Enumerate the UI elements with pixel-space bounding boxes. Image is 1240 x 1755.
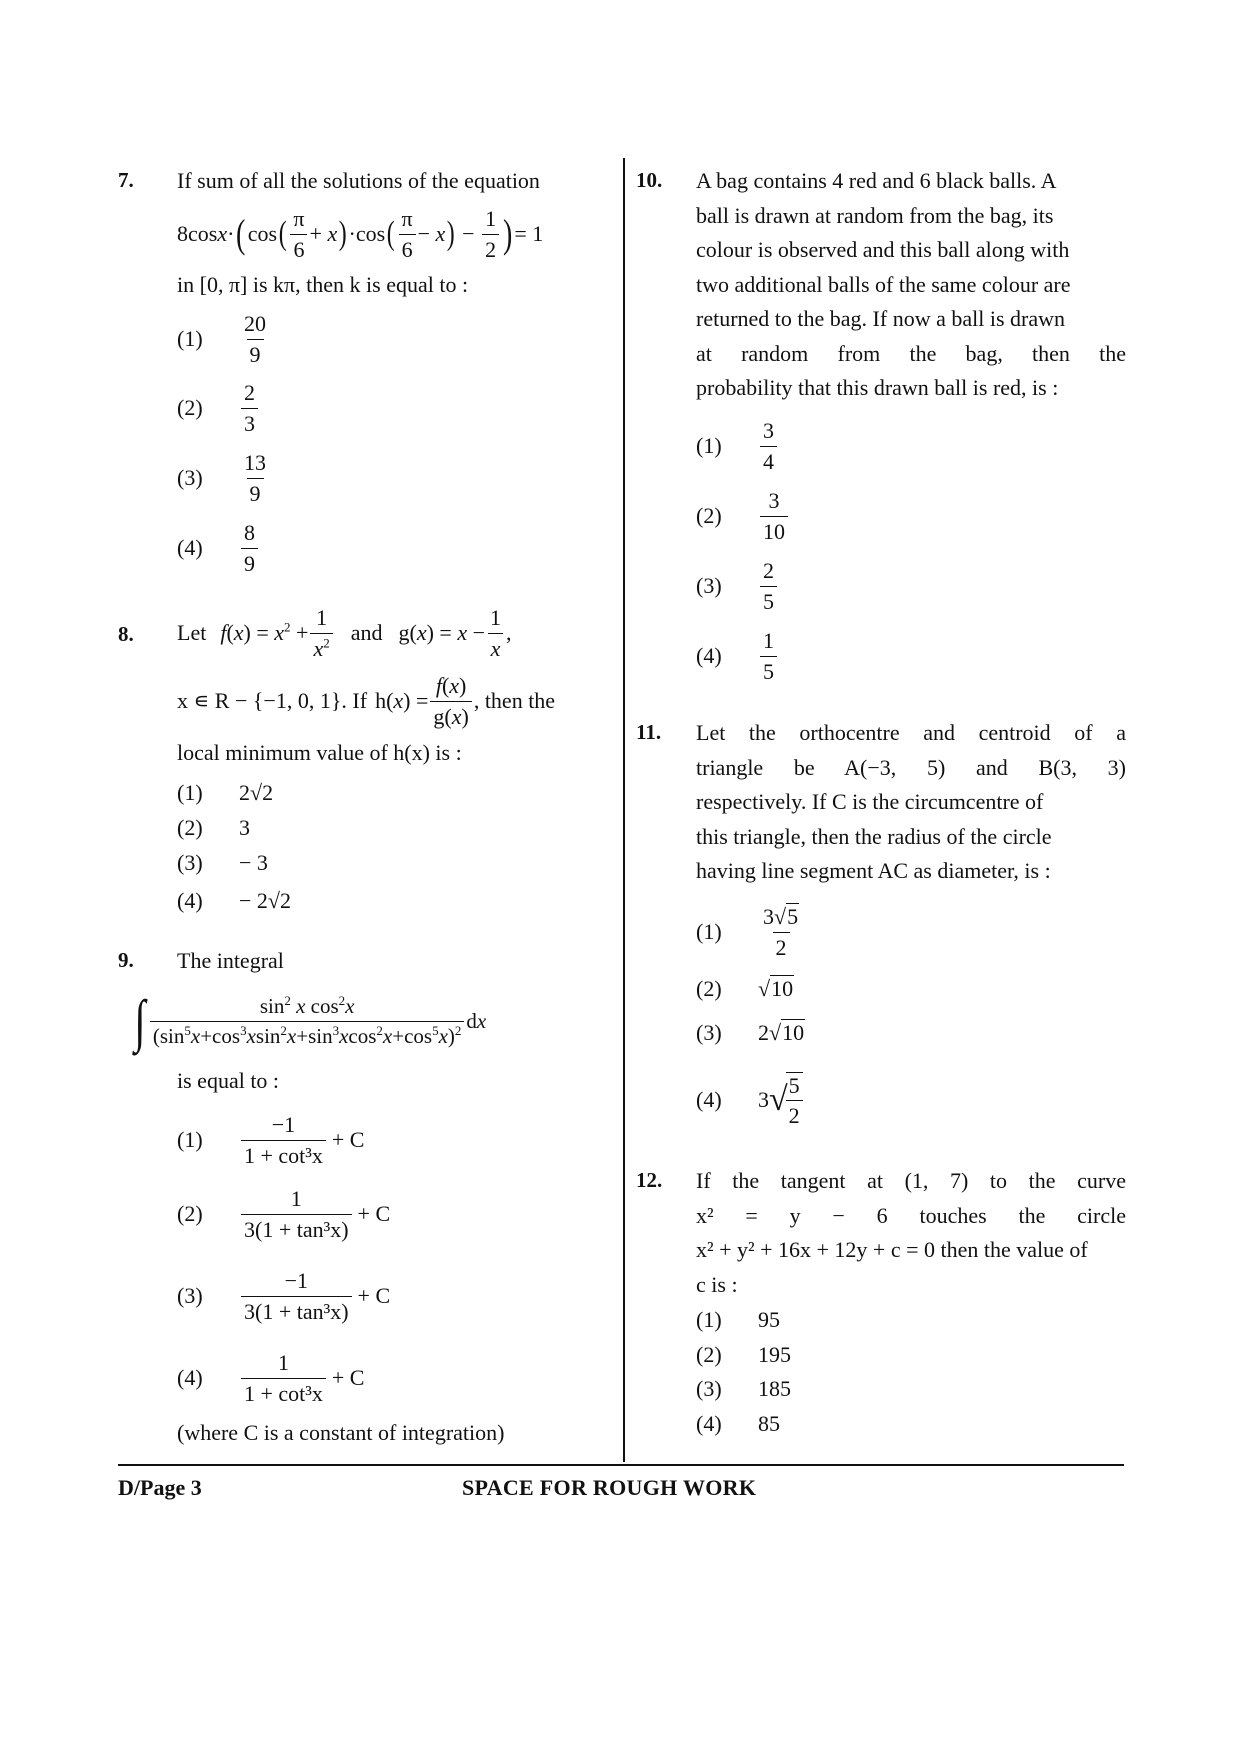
option-4[interactable] bbox=[177, 1346, 364, 1410]
stem-line: returned to the bag. If now a ball is drawn bbox=[696, 306, 1065, 331]
domain-text: x ∊ R − {−1, 0, 1}. If bbox=[177, 688, 368, 713]
option-label: (2) bbox=[177, 395, 203, 420]
option-label: (3) bbox=[177, 1283, 203, 1308]
stem-line: colour is observed and this ball along with bbox=[696, 237, 1070, 262]
option-label: (3) bbox=[177, 850, 203, 875]
text-and: and bbox=[350, 620, 383, 645]
option-value: 185 bbox=[758, 1376, 791, 1401]
option-4[interactable] bbox=[696, 1068, 805, 1132]
column-divider bbox=[623, 158, 625, 1462]
option-label: (4) bbox=[177, 888, 203, 913]
option-label: (3) bbox=[696, 573, 722, 598]
fraction-numerator: 1 bbox=[290, 1186, 302, 1212]
question-stem bbox=[696, 164, 1126, 406]
fraction-numerator: 1 bbox=[277, 1350, 289, 1376]
page-number: D/Page 3 bbox=[118, 1475, 202, 1500]
option-3[interactable] bbox=[696, 1376, 791, 1402]
question-number: 8. bbox=[118, 622, 134, 646]
option-2[interactable] bbox=[177, 815, 250, 841]
option-value: 3 bbox=[239, 815, 250, 840]
option-label: (1) bbox=[696, 1307, 722, 1332]
stem-line: respectively. If C is the circumcentre of bbox=[696, 789, 1044, 814]
constant: + C bbox=[331, 1127, 365, 1152]
option-value: 2√2 bbox=[239, 780, 274, 805]
option-2[interactable] bbox=[696, 1342, 791, 1368]
constant: + C bbox=[331, 1365, 365, 1390]
stem-line: A bag contains 4 red and 6 black balls. A bbox=[696, 168, 1057, 193]
option-1[interactable] bbox=[177, 780, 273, 806]
option-label: (4) bbox=[696, 643, 722, 668]
equation: 8cosx· ( cos ( $\frac{\pi}{6}$ + x ) ·cos ( $\frac{\pi}{6}$ − x ) − $\frac{1}{2}$ ) = 1 bbox=[177, 206, 544, 262]
option-label: (1) bbox=[177, 780, 203, 805]
question-number: 10. bbox=[636, 168, 663, 192]
option-1[interactable] bbox=[696, 900, 804, 964]
question-number: 11. bbox=[636, 720, 662, 744]
fraction-denominator: 3(1 + tan³x) bbox=[241, 1296, 352, 1324]
option-label: (2) bbox=[696, 976, 722, 1001]
constant: + C bbox=[357, 1283, 391, 1308]
option-label: (4) bbox=[696, 1411, 722, 1436]
option-label: (2) bbox=[177, 1201, 203, 1226]
option-value: − 2√2 bbox=[239, 888, 291, 913]
stem-line: at random from the bag, then the bbox=[696, 340, 1126, 366]
integral-expression: ∫ $\frac{\sin^2 x \cos^2x}{(\sin^5x+\cos^3xsin^2x+\sin^3xcos^2x+\cos^5x)^2}$ dx bbox=[134, 988, 487, 1053]
option-1[interactable] bbox=[696, 1307, 780, 1333]
option-1[interactable] bbox=[696, 416, 779, 476]
constant: + C bbox=[357, 1201, 391, 1226]
function-definitions: Let f $(x) = x^2$ + $\frac{1}{x^2}$ and g(x) = x − $\frac{1}{x}$ , bbox=[177, 605, 512, 661]
option-2[interactable] bbox=[696, 486, 790, 546]
h-definition: x ∊ R − {−1, 0, 1}. If h(x) = $\frac{f(x)}{g(x)}$ , then the bbox=[177, 673, 556, 729]
option-value: − 3 bbox=[239, 850, 268, 875]
option-3[interactable] bbox=[177, 850, 268, 876]
option-4[interactable] bbox=[177, 518, 260, 578]
option-3[interactable] bbox=[696, 556, 779, 616]
option-3[interactable] bbox=[177, 448, 271, 508]
question-stem-continued: in [0, π] is kπ, then k is equal to : bbox=[177, 272, 469, 297]
fraction-numerator: 8 bbox=[244, 520, 255, 546]
fraction-numerator: 13 bbox=[244, 450, 266, 476]
option-label: (2) bbox=[177, 815, 203, 840]
text-let: Let bbox=[177, 620, 207, 645]
stem-line: x² + y² + 16x + 12y + c = 0 then the value of bbox=[696, 1237, 1088, 1262]
stem-line: probability that this drawn ball is red, is : bbox=[696, 375, 1059, 400]
option-label: (4) bbox=[696, 1087, 722, 1112]
fraction-denominator: 10 bbox=[760, 516, 788, 544]
question-stem: The integral bbox=[177, 948, 284, 973]
option-value: 85 bbox=[758, 1411, 780, 1436]
option-3[interactable] bbox=[696, 1020, 805, 1046]
fraction-denominator: 9 bbox=[241, 548, 258, 576]
rough-work-label: SPACE FOR ROUGH WORK bbox=[462, 1475, 757, 1500]
option-label: (1) bbox=[177, 1127, 203, 1152]
option-label: (2) bbox=[696, 1342, 722, 1367]
option-label: (1) bbox=[696, 919, 722, 944]
then-text: , then the bbox=[473, 688, 556, 713]
fraction-numerator: 2 bbox=[244, 380, 255, 406]
option-4[interactable] bbox=[696, 1411, 780, 1437]
fraction-denominator: 3 bbox=[241, 408, 258, 436]
question-stem bbox=[696, 716, 1126, 889]
option-label: (3) bbox=[696, 1376, 722, 1401]
option-label: (3) bbox=[696, 1020, 722, 1045]
question-stem-continued: local minimum value of h(x) is : bbox=[177, 740, 462, 765]
option-2[interactable] bbox=[177, 378, 260, 438]
question-number: 12. bbox=[636, 1168, 663, 1192]
stem-line: this triangle, then the radius of the circle bbox=[696, 823, 1052, 849]
question-stem-continued: is equal to : bbox=[177, 1068, 280, 1093]
stem-line: two additional balls of the same colour are bbox=[696, 271, 1071, 297]
option-value: √10 bbox=[758, 976, 794, 1001]
stem-line: triangle be A(−3, 5) and B(3, 3) bbox=[696, 754, 1126, 780]
option-value: 3 √ $\frac{5}{2}$ bbox=[758, 1072, 805, 1129]
stem-line: Let the orthocentre and centroid of a bbox=[696, 720, 1126, 745]
option-label: (1) bbox=[696, 433, 722, 458]
option-label: (2) bbox=[696, 503, 722, 528]
fraction-denominator: 9 bbox=[247, 478, 264, 506]
fraction-numerator: 3 bbox=[763, 418, 774, 444]
fraction-denominator: 9 bbox=[247, 339, 264, 367]
option-label: (4) bbox=[177, 535, 203, 560]
question-number: 9. bbox=[118, 948, 134, 972]
option-label: (4) bbox=[177, 1365, 203, 1390]
stem-line: c is : bbox=[696, 1271, 738, 1297]
option-4[interactable] bbox=[696, 626, 779, 686]
question-stem: If sum of all the solutions of the equation bbox=[177, 168, 540, 193]
option-label: (3) bbox=[177, 465, 203, 490]
stem-line: ball is drawn at random from the bag, its bbox=[696, 202, 1054, 228]
fraction-numerator: 1 bbox=[763, 628, 774, 654]
integration-note: (where C is a constant of integration) bbox=[177, 1420, 505, 1445]
option-label: (1) bbox=[177, 326, 203, 351]
option-value: 195 bbox=[758, 1342, 791, 1367]
fraction-denominator: 3(1 + tan³x) bbox=[241, 1214, 352, 1242]
fraction-denominator: 1 + cot³x bbox=[241, 1140, 326, 1168]
question-stem bbox=[696, 1164, 1126, 1302]
fraction-denominator: 4 bbox=[760, 446, 777, 474]
option-4[interactable] bbox=[177, 888, 291, 914]
fraction-numerator: 20 bbox=[244, 311, 266, 337]
option-1[interactable] bbox=[177, 1108, 364, 1172]
option-value: 2√10 bbox=[758, 1020, 805, 1045]
option-2[interactable] bbox=[177, 1182, 390, 1246]
fraction-numerator: 2 bbox=[763, 558, 774, 584]
option-value: $\frac{3√5}{2}$ bbox=[763, 904, 799, 960]
question-number: 7. bbox=[118, 168, 134, 192]
option-value: 95 bbox=[758, 1307, 780, 1332]
footer-rule bbox=[118, 1464, 1124, 1466]
fraction-denominator: 5 bbox=[760, 656, 777, 684]
stem-line: x² = y − 6 touches the circle bbox=[696, 1202, 1126, 1228]
option-2[interactable] bbox=[696, 976, 794, 1002]
fraction-denominator: 1 + cot³x bbox=[241, 1378, 326, 1406]
fraction-numerator: −1 bbox=[271, 1112, 296, 1138]
stem-line: If the tangent at (1, 7) to the curve bbox=[696, 1168, 1126, 1193]
fraction-denominator: 5 bbox=[760, 586, 777, 614]
fraction-numerator: −1 bbox=[284, 1268, 308, 1294]
option-1[interactable] bbox=[177, 309, 271, 369]
fraction-numerator: 3 bbox=[768, 488, 780, 514]
stem-line: having line segment AC as diameter, is : bbox=[696, 858, 1051, 883]
option-3[interactable] bbox=[177, 1264, 390, 1328]
